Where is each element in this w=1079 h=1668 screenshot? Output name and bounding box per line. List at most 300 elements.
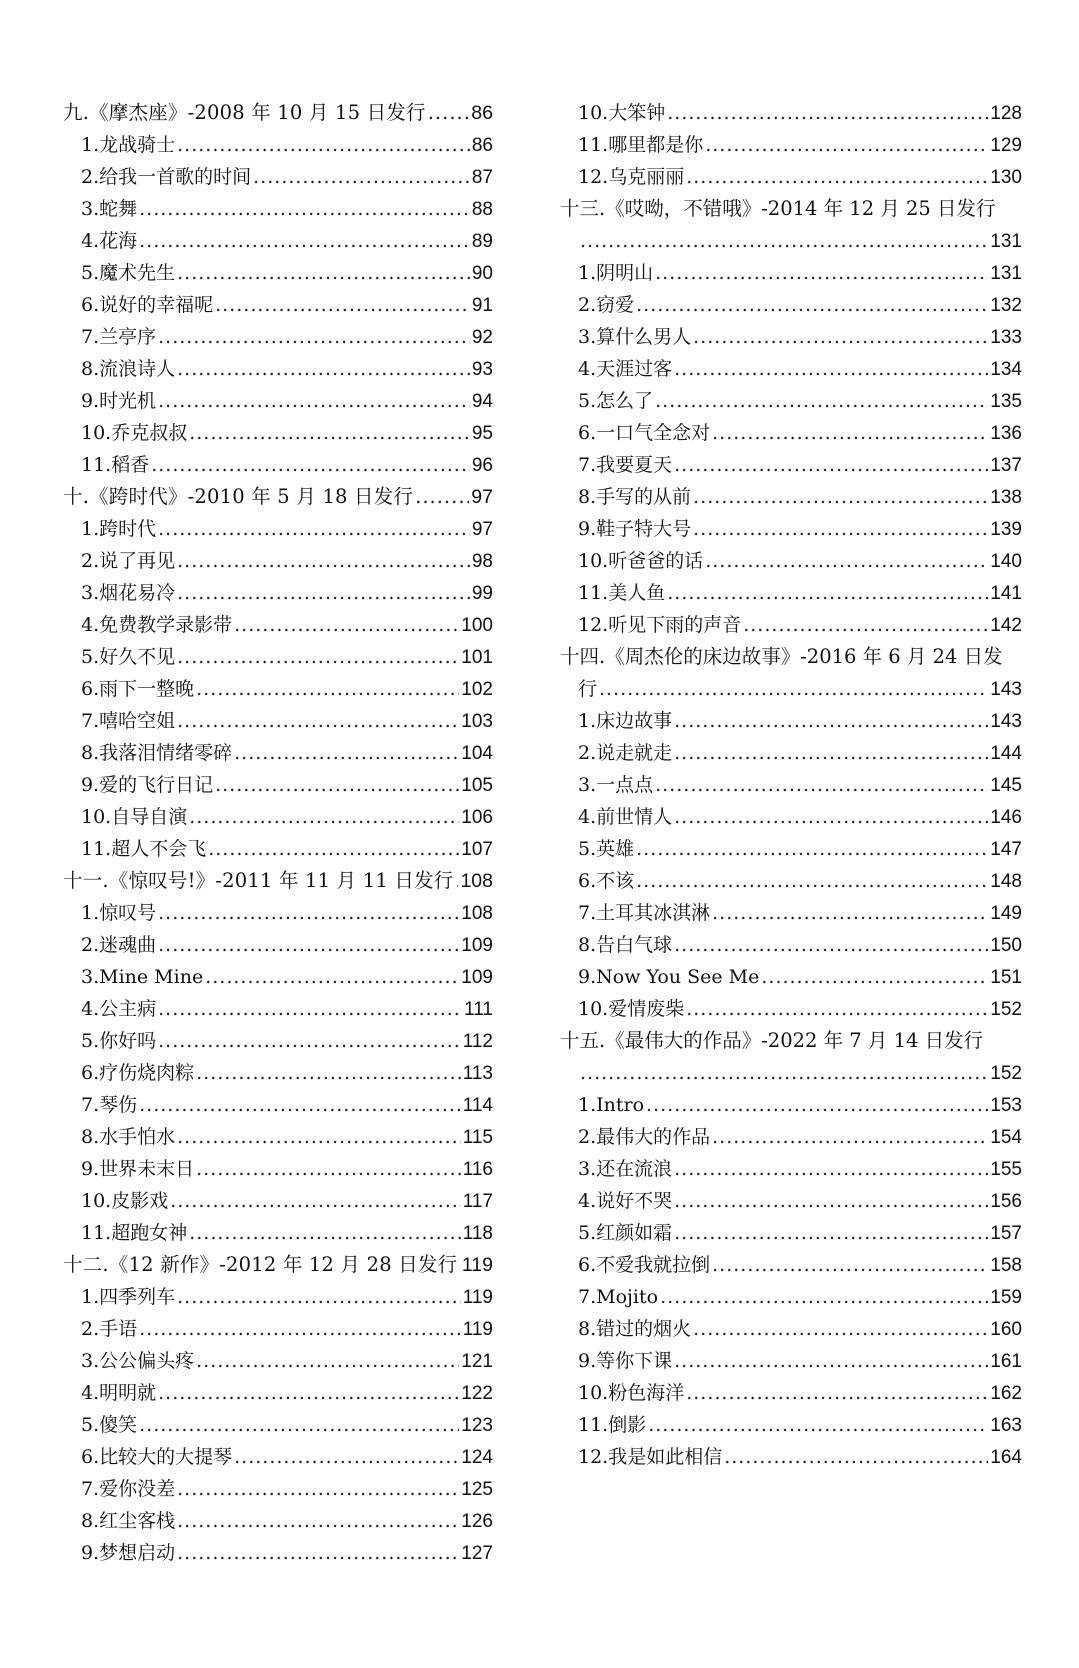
toc-song-entry-page-number: 156 <box>990 1191 1022 1212</box>
toc-song-entry[interactable] <box>63 353 493 385</box>
dot-leader <box>189 1217 460 1249</box>
toc-song-entry-page-number: 112 <box>462 1031 493 1052</box>
toc-song-entry-title: 1.阴明山 <box>578 262 654 284</box>
toc-album-heading[interactable] <box>63 481 493 513</box>
toc-song-entry-title: 3.Mine Mine <box>81 966 204 988</box>
toc-album-heading-continuation[interactable] <box>560 1057 1022 1089</box>
toc-song-entry[interactable] <box>560 417 1022 449</box>
toc-song-entry-page-number: 92 <box>471 327 493 348</box>
dot-leader <box>177 1121 461 1153</box>
toc-song-entry[interactable] <box>560 1313 1022 1345</box>
toc-song-entry[interactable] <box>560 1249 1022 1281</box>
toc-song-entry-page-number: 129 <box>990 135 1022 156</box>
toc-song-entry[interactable] <box>63 129 493 161</box>
toc-album-heading-continuation[interactable] <box>560 225 1022 257</box>
toc-album-heading-page-number: 108 <box>460 870 493 892</box>
toc-song-entry[interactable] <box>63 897 493 929</box>
dot-leader <box>139 1409 459 1441</box>
dot-leader <box>674 353 988 385</box>
toc-song-entry[interactable] <box>63 417 493 449</box>
toc-album-heading[interactable]: 十三.《哎呦，不错哦》-2014 年 12 月 25 日发行 <box>560 197 996 220</box>
toc-song-entry-title: 10.大笨钟 <box>578 102 666 124</box>
toc-song-entry-title: 8.水手怕水 <box>81 1126 176 1148</box>
toc-song-entry-title: 11.美人鱼 <box>578 582 666 604</box>
dot-leader <box>158 321 470 353</box>
dot-leader <box>674 1185 988 1217</box>
toc-song-entry-page-number: 133 <box>990 327 1022 348</box>
toc-song-entry-title: 2.迷魂曲 <box>81 934 157 956</box>
toc-song-entry-title: 1.Intro <box>578 1094 645 1116</box>
dot-leader <box>636 289 988 321</box>
toc-album-heading-continuation[interactable] <box>560 673 1022 705</box>
toc-song-entry-page-number: 151 <box>990 967 1022 988</box>
dot-leader <box>674 449 988 481</box>
toc-song-entry-title: 11.稻香 <box>81 454 150 476</box>
toc-song-entry-title: 8.红尘客栈 <box>81 1510 176 1532</box>
dot-leader <box>646 1089 988 1121</box>
dot-leader <box>196 1345 459 1377</box>
toc-song-entry[interactable] <box>560 545 1022 577</box>
dot-leader <box>253 161 470 193</box>
toc-song-entry-page-number: 118 <box>462 1223 493 1244</box>
toc-song-entry[interactable] <box>63 833 493 865</box>
toc-song-entry-title: 4.免费教学录影带 <box>81 614 233 636</box>
toc-song-entry-page-number: 109 <box>461 935 493 956</box>
dot-leader <box>151 449 470 481</box>
toc-song-entry[interactable] <box>560 1185 1022 1217</box>
dot-leader <box>599 673 988 705</box>
toc-song-entry-page-number: 90 <box>471 263 493 284</box>
toc-album-heading-continuation-title: 行 <box>578 678 598 700</box>
toc-album-heading-continuation-page-number: 143 <box>990 679 1022 700</box>
toc-song-entry[interactable] <box>63 801 493 833</box>
toc-song-entry[interactable] <box>63 1217 493 1249</box>
toc-song-entry[interactable] <box>560 321 1022 353</box>
toc-song-entry-title: 8.告白气球 <box>578 934 673 956</box>
toc-right-column <box>560 97 1022 1473</box>
toc-song-entry-page-number: 139 <box>990 519 1022 540</box>
toc-song-entry-title: 4.明明就 <box>81 1382 157 1404</box>
toc-album-heading[interactable] <box>63 97 493 129</box>
toc-song-entry-title: 9.Now You See Me <box>578 966 760 988</box>
toc-song-entry[interactable] <box>560 385 1022 417</box>
toc-song-entry[interactable] <box>63 1377 493 1409</box>
dot-leader <box>761 961 988 993</box>
dot-leader <box>158 897 459 929</box>
dot-leader <box>686 1377 988 1409</box>
dot-leader <box>158 929 459 961</box>
toc-song-entry-page-number: 142 <box>990 615 1022 636</box>
toc-song-entry[interactable] <box>63 449 493 481</box>
toc-song-entry[interactable] <box>560 1345 1022 1377</box>
toc-song-entry[interactable] <box>63 225 493 257</box>
toc-song-entry-title: 6.不爱我就拉倒 <box>578 1254 711 1276</box>
toc-album-heading-page-number: 86 <box>471 102 493 124</box>
toc-song-entry-title: 6.说好的幸福呢 <box>81 294 214 316</box>
toc-song-entry[interactable] <box>560 801 1022 833</box>
toc-song-entry[interactable] <box>560 353 1022 385</box>
toc-song-entry-title: 3.还在流浪 <box>578 1158 673 1180</box>
toc-song-entry-page-number: 103 <box>461 711 493 732</box>
toc-song-entry[interactable] <box>63 161 493 193</box>
toc-song-entry-page-number: 113 <box>462 1063 493 1084</box>
toc-song-entry-title: 7.嘻哈空姐 <box>81 710 176 732</box>
toc-song-entry-page-number: 131 <box>990 263 1022 284</box>
toc-song-entry[interactable] <box>63 385 493 417</box>
toc-song-entry-title: 6.比较大的大提琴 <box>81 1446 233 1468</box>
dot-leader <box>636 833 988 865</box>
toc-song-entry[interactable] <box>560 929 1022 961</box>
toc-song-entry-page-number: 108 <box>461 903 493 924</box>
toc-song-entry[interactable] <box>63 641 493 673</box>
toc-song-entry[interactable] <box>560 897 1022 929</box>
toc-song-entry-page-number: 89 <box>471 231 493 252</box>
toc-song-entry[interactable] <box>63 257 493 289</box>
toc-album-heading-title: 十一.《惊叹号!》-2011 年 11 月 11 日发行 <box>63 869 454 892</box>
dot-leader <box>189 801 459 833</box>
toc-song-entry[interactable] <box>560 449 1022 481</box>
toc-song-entry-page-number: 149 <box>990 903 1022 924</box>
toc-song-entry-page-number: 158 <box>990 1255 1022 1276</box>
toc-song-entry-page-number: 164 <box>990 1447 1022 1468</box>
toc-song-entry-page-number: 147 <box>990 839 1022 860</box>
toc-song-entry-page-number: 88 <box>471 199 493 220</box>
toc-song-entry[interactable] <box>560 161 1022 193</box>
dot-leader <box>712 417 988 449</box>
toc-song-entry[interactable] <box>560 737 1022 769</box>
dot-leader <box>158 1377 459 1409</box>
toc-song-entry[interactable] <box>63 1473 493 1505</box>
toc-album-heading-title: 九.《摩杰座》-2008 年 10 月 15 日发行 <box>63 101 426 124</box>
toc-song-entry-title: 9.时光机 <box>81 390 157 412</box>
toc-song-entry-page-number: 95 <box>471 423 493 444</box>
toc-song-entry-page-number: 94 <box>471 391 493 412</box>
toc-album-heading[interactable]: 十四.《周杰伦的床边故事》-2016 年 6 月 24 日发 <box>560 645 1003 668</box>
toc-song-entry-title: 6.一口气全念对 <box>578 422 711 444</box>
toc-song-entry-title: 12.我是如此相信 <box>578 1446 723 1468</box>
toc-song-entry[interactable] <box>560 257 1022 289</box>
toc-song-entry[interactable] <box>560 129 1022 161</box>
dot-leader <box>234 737 459 769</box>
toc-song-entry-page-number: 97 <box>471 519 493 540</box>
toc-song-entry[interactable] <box>63 1441 493 1473</box>
toc-song-entry-title: 6.雨下一整晚 <box>81 678 195 700</box>
toc-song-entry[interactable] <box>560 993 1022 1025</box>
dot-leader <box>177 1473 459 1505</box>
toc-song-entry[interactable] <box>560 705 1022 737</box>
toc-song-entry-title: 2.说走就走 <box>578 742 673 764</box>
toc-song-entry[interactable] <box>63 737 493 769</box>
toc-song-entry[interactable] <box>63 769 493 801</box>
toc-song-entry[interactable] <box>63 545 493 577</box>
toc-song-entry[interactable] <box>560 513 1022 545</box>
toc-song-entry-title: 9.鞋子特大号 <box>578 518 692 540</box>
toc-song-entry-title: 4.说好不哭 <box>578 1190 673 1212</box>
toc-song-entry-page-number: 140 <box>990 551 1022 572</box>
toc-song-entry-title: 5.傻笑 <box>81 1414 138 1436</box>
toc-song-entry-page-number: 141 <box>990 583 1022 604</box>
toc-song-entry[interactable] <box>560 865 1022 897</box>
toc-song-entry-title: 10.自导自演 <box>81 806 188 828</box>
toc-song-entry-page-number: 144 <box>990 743 1022 764</box>
toc-song-entry-title: 9.等你下课 <box>578 1350 673 1372</box>
toc-album-heading-continuation-page-number: 152 <box>990 1063 1022 1084</box>
dot-leader <box>234 609 459 641</box>
toc-song-entry-title: 8.错过的烟火 <box>578 1318 692 1340</box>
toc-song-entry[interactable] <box>560 1281 1022 1313</box>
dot-leader <box>196 1153 461 1185</box>
dot-leader <box>580 1057 988 1089</box>
toc-song-entry-title: 2.给我一首歌的时间 <box>81 166 252 188</box>
toc-song-entry-title: 3.一点点 <box>578 774 654 796</box>
toc-song-entry-title: 5.英雄 <box>578 838 635 860</box>
dot-leader <box>667 577 988 609</box>
toc-song-entry[interactable] <box>63 705 493 737</box>
toc-song-entry-page-number: 136 <box>990 423 1022 444</box>
toc-song-entry[interactable] <box>63 1313 493 1345</box>
dot-leader <box>177 353 470 385</box>
toc-song-entry[interactable] <box>560 769 1022 801</box>
dot-leader <box>705 545 988 577</box>
toc-song-entry[interactable] <box>63 609 493 641</box>
toc-song-entry-page-number: 86 <box>471 135 493 156</box>
toc-song-entry[interactable] <box>63 1345 493 1377</box>
toc-song-entry-page-number: 134 <box>990 359 1022 380</box>
dot-leader <box>177 129 470 161</box>
dot-leader <box>177 641 459 673</box>
toc-song-entry-page-number: 157 <box>990 1223 1022 1244</box>
toc-song-entry-title: 1.惊叹号 <box>81 902 157 924</box>
dot-leader <box>158 1025 461 1057</box>
toc-song-entry-title: 5.怎么了 <box>578 390 654 412</box>
dot-leader <box>580 225 988 257</box>
toc-song-entry-page-number: 121 <box>461 1351 493 1372</box>
toc-song-entry[interactable] <box>63 1089 493 1121</box>
toc-song-entry-title: 4.天涯过客 <box>578 358 673 380</box>
toc-song-entry-page-number: 124 <box>461 1447 493 1468</box>
dot-leader <box>428 97 470 129</box>
toc-song-entry[interactable] <box>63 1185 493 1217</box>
toc-song-entry-page-number: 137 <box>990 455 1022 476</box>
toc-song-entry-page-number: 146 <box>990 807 1022 828</box>
toc-song-entry-page-number: 128 <box>990 103 1022 124</box>
toc-song-entry-title: 7.兰亭序 <box>81 326 157 348</box>
dot-leader <box>205 961 459 993</box>
toc-song-entry[interactable] <box>63 929 493 961</box>
toc-song-entry[interactable] <box>560 97 1022 129</box>
dot-leader <box>215 769 459 801</box>
toc-song-entry[interactable] <box>560 577 1022 609</box>
toc-song-entry[interactable] <box>560 1217 1022 1249</box>
dot-leader <box>196 673 459 705</box>
toc-song-entry[interactable] <box>63 1281 493 1313</box>
toc-song-entry-page-number: 105 <box>461 775 493 796</box>
toc-song-entry[interactable] <box>63 961 493 993</box>
toc-song-entry-page-number: 160 <box>990 1319 1022 1340</box>
dot-leader <box>189 417 470 449</box>
dot-leader <box>177 1537 459 1569</box>
toc-song-entry-page-number: 143 <box>990 711 1022 732</box>
dot-leader <box>177 1281 461 1313</box>
toc-song-entry-title: 10.乔克叔叔 <box>81 422 188 444</box>
toc-song-entry-page-number: 115 <box>462 1127 493 1148</box>
toc-song-entry[interactable] <box>63 1121 493 1153</box>
toc-song-entry[interactable] <box>560 833 1022 865</box>
toc-song-entry-title: 6.疗伤烧肉粽 <box>81 1062 195 1084</box>
toc-song-entry-page-number: 130 <box>990 167 1022 188</box>
toc-song-entry-page-number: 98 <box>471 551 493 572</box>
toc-album-heading[interactable] <box>63 865 493 897</box>
toc-song-entry-page-number: 93 <box>471 359 493 380</box>
dot-leader <box>686 993 988 1025</box>
dot-leader <box>674 1345 988 1377</box>
toc-song-entry-title: 8.手写的从前 <box>578 486 692 508</box>
toc-song-entry-title: 5.红颜如霜 <box>578 1222 673 1244</box>
dot-leader <box>705 129 988 161</box>
toc-song-entry-page-number: 114 <box>462 1095 493 1116</box>
toc-song-entry-title: 12.乌克丽丽 <box>578 166 685 188</box>
dot-leader <box>139 1313 461 1345</box>
toc-album-heading-title: 十二.《12 新作》-2012 年 12 月 28 日发行 <box>63 1253 458 1276</box>
toc-song-entry-page-number: 155 <box>990 1159 1022 1180</box>
toc-song-entry-page-number: 96 <box>471 455 493 476</box>
dot-leader <box>177 1505 459 1537</box>
toc-song-entry[interactable] <box>63 1505 493 1537</box>
toc-song-entry[interactable] <box>63 1153 493 1185</box>
toc-song-entry-page-number: 87 <box>471 167 493 188</box>
dot-leader <box>234 1441 459 1473</box>
toc-song-entry[interactable] <box>560 1441 1022 1473</box>
toc-song-entry-title: 1.四季列车 <box>81 1286 176 1308</box>
toc-song-entry-title: 3.算什么男人 <box>578 326 692 348</box>
toc-song-entry-title: 1.跨时代 <box>81 518 157 540</box>
toc-song-entry[interactable] <box>560 1153 1022 1185</box>
toc-song-entry-title: 9.爱的飞行日记 <box>81 774 214 796</box>
toc-song-entry-title: 4.前世情人 <box>578 806 673 828</box>
toc-song-entry-title: 7.爱你没差 <box>81 1478 176 1500</box>
toc-song-entry[interactable] <box>560 289 1022 321</box>
dot-leader <box>139 1089 461 1121</box>
toc-song-entry-page-number: 154 <box>990 1127 1022 1148</box>
toc-song-entry[interactable] <box>63 1409 493 1441</box>
toc-song-entry-title: 5.魔术先生 <box>81 262 176 284</box>
toc-song-entry-title: 2.说了再见 <box>81 550 176 572</box>
toc-song-entry[interactable] <box>63 1057 493 1089</box>
toc-song-entry-page-number: 145 <box>990 775 1022 796</box>
dot-leader <box>712 1121 988 1153</box>
toc-song-entry[interactable] <box>560 1089 1022 1121</box>
toc-song-entry[interactable] <box>63 673 493 705</box>
toc-song-entry[interactable] <box>560 609 1022 641</box>
dot-leader <box>655 257 988 289</box>
toc-song-entry-title: 4.公主病 <box>81 998 157 1020</box>
toc-song-entry-page-number: 153 <box>990 1095 1022 1116</box>
toc-song-entry[interactable] <box>63 1537 493 1569</box>
toc-song-entry[interactable] <box>63 993 493 1025</box>
dot-leader <box>196 1057 461 1089</box>
toc-song-entry-title: 6.不该 <box>578 870 635 892</box>
toc-left-column <box>63 97 493 1569</box>
toc-song-entry-page-number: 162 <box>990 1383 1022 1404</box>
dot-leader <box>177 257 470 289</box>
toc-song-entry-title: 10.听爸爸的话 <box>578 550 704 572</box>
toc-album-heading-page-number: 97 <box>471 486 493 508</box>
dot-leader <box>660 1281 988 1313</box>
toc-song-entry-title: 3.公公偏头疼 <box>81 1350 195 1372</box>
dot-leader <box>655 385 988 417</box>
toc-song-entry-page-number: 132 <box>990 295 1022 316</box>
toc-song-entry-title: 3.烟花易冷 <box>81 582 176 604</box>
dot-leader <box>674 929 988 961</box>
toc-song-entry-page-number: 152 <box>990 999 1022 1020</box>
dot-leader <box>686 161 988 193</box>
toc-song-entry[interactable] <box>560 481 1022 513</box>
toc-song-entry-page-number: 126 <box>461 1511 493 1532</box>
toc-song-entry[interactable] <box>63 513 493 545</box>
toc-song-entry-title: 7.琴伤 <box>81 1094 138 1116</box>
dot-leader <box>636 865 988 897</box>
toc-album-heading-page-number: 119 <box>461 1254 493 1276</box>
toc-song-entry-title: 5.你好吗 <box>81 1030 157 1052</box>
toc-song-entry-page-number: 161 <box>990 1351 1022 1372</box>
toc-song-entry-page-number: 117 <box>462 1191 493 1212</box>
dot-leader <box>667 97 988 129</box>
toc-song-entry[interactable] <box>63 321 493 353</box>
toc-song-entry[interactable] <box>63 1025 493 1057</box>
toc-song-entry[interactable] <box>63 577 493 609</box>
dot-leader <box>743 609 988 641</box>
dot-leader <box>712 897 988 929</box>
dot-leader <box>674 1217 988 1249</box>
toc-song-entry-page-number: 100 <box>461 615 493 636</box>
toc-song-entry-page-number: 109 <box>461 967 493 988</box>
toc-album-heading[interactable] <box>63 1249 493 1281</box>
toc-song-entry-title: 8.流浪诗人 <box>81 358 176 380</box>
toc-song-entry-title: 10.粉色海洋 <box>578 1382 685 1404</box>
dot-leader <box>158 385 470 417</box>
toc-song-entry-page-number: 101 <box>461 647 493 668</box>
dot-leader <box>712 1249 988 1281</box>
dot-leader <box>724 1441 988 1473</box>
toc-song-entry-title: 2.最伟大的作品 <box>578 1126 711 1148</box>
toc-song-entry-title: 10.爱情废柴 <box>578 998 685 1020</box>
toc-song-entry-page-number: 122 <box>461 1383 493 1404</box>
dot-leader <box>693 321 988 353</box>
toc-album-heading[interactable]: 十五.《最伟大的作品》-2022 年 7 月 14 日发行 <box>560 1029 984 1052</box>
dot-leader <box>170 1185 460 1217</box>
dot-leader <box>655 769 988 801</box>
toc-song-entry-title: 11.超人不会飞 <box>81 838 207 860</box>
toc-song-entry[interactable] <box>560 1409 1022 1441</box>
toc-song-entry-page-number: 116 <box>462 1159 493 1180</box>
toc-song-entry[interactable] <box>560 961 1022 993</box>
toc-song-entry-page-number: 125 <box>461 1479 493 1500</box>
toc-song-entry[interactable] <box>63 289 493 321</box>
toc-album-heading-continuation-page-number: 131 <box>990 231 1022 252</box>
toc-song-entry[interactable] <box>560 1377 1022 1409</box>
toc-song-entry-page-number: 119 <box>462 1287 493 1308</box>
toc-song-entry-page-number: 102 <box>461 679 493 700</box>
toc-song-entry[interactable] <box>560 1121 1022 1153</box>
dot-leader <box>139 193 470 225</box>
toc-song-entry[interactable] <box>63 193 493 225</box>
toc-song-entry-title: 9.梦想启动 <box>81 1542 176 1564</box>
toc-song-entry-page-number: 127 <box>461 1543 493 1564</box>
toc-song-entry-title: 8.我落泪情绪零碎 <box>81 742 233 764</box>
toc-song-entry-title: 2.窃爱 <box>578 294 635 316</box>
dot-leader <box>139 225 470 257</box>
dot-leader <box>674 705 988 737</box>
